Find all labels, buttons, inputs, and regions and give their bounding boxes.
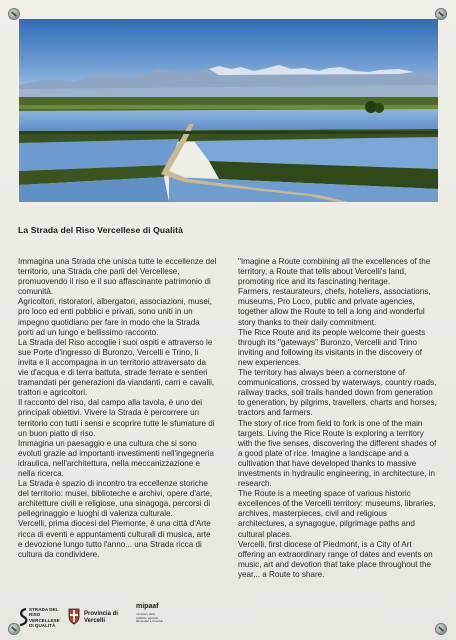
italian-paragraph: Immagina una Strada che unisca tutte le eccellenze del territorio, una Strada che parli del Vercellese, promuovendo il riso e il suo affascinante patrimonio di comunità.	[18, 257, 217, 297]
page-title: La Strada del Riso Vercellese di Qualità	[18, 225, 183, 235]
italian-paragraph: Immagina un paesaggio e una cultura che si sono evoluti grazie ad importanti investimenti nell'ingegneria idraulica, nell'architettura, nella meccanizzazione e nella ricerca.	[18, 438, 214, 478]
provincia-logo-text: Provincia di Vercelli	[84, 611, 119, 624]
strada-del-riso-logo	[18, 604, 60, 630]
screw-top-right-icon	[436, 9, 446, 19]
english-text-column	[238, 257, 437, 580]
screw-bottom-right-icon	[436, 624, 446, 634]
italian-paragraph: Il racconto del riso, dal campo alla tavola, è uno dei principali obiettivi. Vivere la Strada è percorrere un territorio con tutti i sensi e scoprire tutte le sfumature di un buon piatto di riso.	[18, 398, 215, 438]
strada-logo-text: STRADA DEL RISO VERCELLESE DI QUALITÀ	[29, 607, 60, 629]
english-paragraph: The story of rice from field to fork is one of the main targets. Living the Rice Route is exploring a territory with the five senses, discovering the different shades of a good plate of rice. Imagine a landscape and a cultivation that have developed thanks to massive investments in hydraulic engineering, in architecture, in research.	[238, 418, 437, 489]
mipaaf-logo-subtitle: ministero delle politiche agricole alimentari e forestali	[136, 612, 163, 624]
crest-icon	[68, 607, 80, 625]
provincia-vercelli-logo	[68, 604, 128, 630]
strada-mark-icon	[18, 608, 28, 626]
rice-field-photo	[19, 19, 438, 202]
italian-paragraph: La Strada del Riso accoglie i suoi ospiti e attraverso le sue Porte d'ingresso di Buronzo, Vercelli e Trino, li invita e li accompagna in un territorio attraversato da vie d'acqua e di terra battuta, strade ferrate e sentieri tramandati per generazioni da viandanti, carri e cavalli, trattori e agricoltori.	[18, 337, 215, 398]
mipaaf-logo-text: mipaaf	[136, 603, 159, 610]
screw-top-left-icon	[9, 9, 19, 19]
english-paragraph: Vercelli, first diocese of Piedmont, is a City of Art offering an extraordinary range of dates and events on music, art and devotion that take place throughout the year... a Route to share.	[238, 539, 433, 579]
mipaaf-logo	[136, 604, 166, 630]
english-paragraph: "Imagine a Route combining all the excellences of the territory, a Route that tells about Vercelli's land, promoting rice and its fascinating heritage.	[238, 257, 431, 287]
english-paragraph: The Rice Route and its people welcome their guests through its "gateways" Buronzo, Vercelli and Trino inviting and following its visitants in the discovery of new experiences.	[238, 327, 426, 367]
italian-text-column	[18, 257, 217, 560]
english-paragraph: Farmers, restaurateurs, chefs, hoteliers, associations, museums, Pro Loco, public and private agencies, together allow the Route to tell a long and wonderful story thanks to their daily commitment.	[238, 287, 431, 327]
italian-paragraph: Vercelli, prima diocesi del Piemonte, è una città d'Arte ricca di eventi e appuntamenti culturali di musica, arte e devozione lungo tutto l'anno... una Strada ricca di cultura da condividere.	[18, 519, 211, 559]
italian-paragraph: Agricoltori, ristoratori, albergatori, associazioni, musei, pro loco ed enti pubblici e privati, sono uniti in un impegno quotidiano per fare in modo che la Strada porti ad un lungo e bellissimo racconto.	[18, 297, 212, 337]
english-paragraph: The Route is a meeting space of various historic excellences of the Vercelli territory: museums, libraries, archives, masterpieces, civil and religious architectures, a synagogue, pilgrimage paths and cultural places.	[238, 489, 436, 539]
english-paragraph: The territory has always been a cornerstone of communications, crossed by waterways, country roads, railway tracks, soil trails handed down from generation to generation, by pilgrims, travellers, charts and horses, tractors and farmers.	[238, 368, 437, 418]
sponsor-logos	[18, 604, 218, 630]
italian-paragraph: La Strada è spazio di incontro tra eccellenze storiche del territorio: musei, biblioteche e archivi, opere d'arte, architetture civili e religiose, una sinagoga, percorsi di pellegrinaggio e luoghi di valenza culturale.	[18, 479, 213, 519]
